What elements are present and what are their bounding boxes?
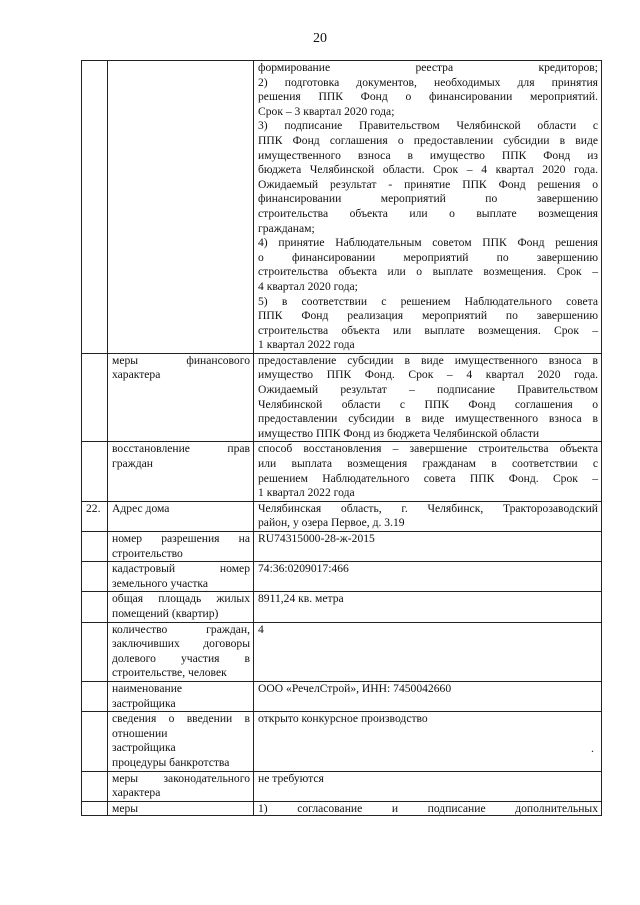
bankruptcy-label xyxy=(108,712,254,771)
measures-label xyxy=(108,801,254,815)
number-cell-empty xyxy=(82,532,108,562)
rights-restoration-label xyxy=(108,442,254,501)
number-cell-empty xyxy=(82,562,108,592)
label-line: характера xyxy=(112,368,161,382)
text-line: Челябинской области с ППК Фонд соглашения о xyxy=(258,397,598,411)
developer-value: ООО «РечелСтрой», ИНН: 7450042660 xyxy=(254,681,602,711)
label-line: заключивших договоры xyxy=(112,637,250,651)
label-line: общая площадь жилых xyxy=(112,592,250,606)
scan-dot: . xyxy=(591,741,594,756)
label-line: сведения о введении в xyxy=(112,712,250,726)
financial-measures-value xyxy=(254,353,602,442)
text-line: имущественного взноса в имущество ППК Фонд из xyxy=(258,148,598,162)
number-cell-empty xyxy=(82,622,108,681)
text-line: район, у озера Первое, д. 3.19 xyxy=(258,516,405,530)
item-number: 22. xyxy=(82,501,108,531)
permit-label xyxy=(108,532,254,562)
objects-table xyxy=(81,60,602,816)
number-cell-empty xyxy=(82,801,108,815)
living-area-row xyxy=(82,592,602,622)
spacer xyxy=(258,727,598,756)
cadastral-value: 74:36:0209017:466 xyxy=(254,562,602,592)
label-line: кадастровый номер xyxy=(112,562,250,576)
number-cell-empty xyxy=(82,442,108,501)
label-line: номер разрешения на xyxy=(112,532,250,545)
text-line: 2) подготовка документов, необходимых для принятия xyxy=(258,75,598,89)
text-line: имущество ППК Фонд. Срок – 4 квартал 2020 года. xyxy=(258,368,598,382)
developer-row xyxy=(82,681,602,711)
text-line: 1 квартал 2022 года xyxy=(258,486,355,500)
label-line: меры финансового xyxy=(112,353,250,367)
label-line: количество граждан, xyxy=(112,622,250,636)
text-line: Ожидаемый результат – подписание Правительством xyxy=(258,383,598,397)
number-cell-empty xyxy=(82,353,108,442)
text-line: имущество ППК Фонд из бюджета Челябинской области xyxy=(258,426,540,440)
label-line: меры законодательного xyxy=(112,771,250,785)
financial-measures-label xyxy=(108,353,254,442)
bankruptcy-value xyxy=(254,712,602,771)
text-line: строительства объекта или о выплате возмещения. Срок – xyxy=(258,265,598,279)
text-line: 1) согласование и подписание дополнительных xyxy=(258,801,598,815)
label-line: застройщика xyxy=(112,741,176,755)
text-line: решением Наблюдательного совета ППК Фонд. Срок – xyxy=(258,471,598,485)
label-line: строительство xyxy=(112,546,183,560)
label-line: строительстве, человек xyxy=(112,666,227,680)
text-line: финансировании мероприятий по завершению xyxy=(258,192,598,206)
financial-measures-row xyxy=(82,353,602,442)
label-line: земельного участка xyxy=(112,576,209,590)
text-line: формирование реестра кредиторов; xyxy=(258,61,598,74)
legislative-row xyxy=(82,771,602,801)
rights-restoration-row xyxy=(82,442,602,501)
text-line: 3) подписание Правительством Челябинской области с xyxy=(258,119,598,133)
living-area-value: 8911,24 кв. метра xyxy=(254,592,602,622)
label-cell-empty xyxy=(108,61,254,354)
permit-value: RU74315000-28-ж-2015 xyxy=(254,532,602,562)
number-cell-empty xyxy=(82,771,108,801)
citizens-count-label xyxy=(108,622,254,681)
continued-row xyxy=(82,61,602,354)
text-line: ППК Фонд реализация мероприятий по завершению xyxy=(258,309,598,323)
measures-value xyxy=(254,801,602,815)
cadastral-row xyxy=(82,562,602,592)
text-line: о финансировании мероприятий по завершению xyxy=(258,250,598,264)
citizens-count-value: 4 xyxy=(254,622,602,681)
label-line: характера xyxy=(112,786,161,800)
bankruptcy-row xyxy=(82,712,602,771)
label-line: долевого участия в xyxy=(112,651,250,665)
label-line: процедуры банкротства xyxy=(112,755,230,769)
item-22-address-row xyxy=(82,501,602,531)
text-line: 5) в соответствии с решением Наблюдательного совета xyxy=(258,294,598,308)
text-line: способ восстановления – завершение строительства объекта xyxy=(258,442,598,456)
text-line: 4 квартал 2020 года; xyxy=(258,279,358,293)
developer-label xyxy=(108,681,254,711)
citizens-count-row xyxy=(82,622,602,681)
permit-row xyxy=(82,532,602,562)
text-line: Срок – 3 квартал 2020 года; xyxy=(258,104,395,118)
label-line: меры xyxy=(112,801,139,815)
text-line: предоставлении субсидии в виде имущественного взноса в xyxy=(258,412,598,426)
legislative-value: не требуются xyxy=(254,771,602,801)
label-line: наименование xyxy=(112,681,183,695)
text-line: или выплата возмещения гражданам в соответствии с xyxy=(258,457,598,471)
text-line: 4) принятие Наблюдательным советом ППК Фонд решения xyxy=(258,236,598,250)
label-line: отношении xyxy=(112,726,168,740)
text-line: Ожидаемый результат - принятие ППК Фонд решения о xyxy=(258,177,598,191)
page-number: 20 xyxy=(313,31,327,46)
text-line: предоставление субсидии в виде имущественного взноса в xyxy=(258,353,598,367)
continued-measures-text xyxy=(254,61,602,354)
text-line: решения ППК Фонд о финансировании мероприятий. xyxy=(258,90,598,104)
text-line: Челябинская область, г. Челябинск, Тракторозаводский xyxy=(258,501,598,515)
text-line: гражданам; xyxy=(258,221,315,235)
label-line: застройщика xyxy=(112,696,176,710)
label-line: граждан xyxy=(112,457,153,471)
living-area-label xyxy=(108,592,254,622)
text-line: строительства объекта или о выплате возмещения xyxy=(258,206,598,220)
label-line: восстановление прав xyxy=(112,442,250,456)
text-line: открыто конкурсное производство xyxy=(258,712,428,726)
address-label: Адрес дома xyxy=(108,501,254,531)
text-line: 1 квартал 2022 года xyxy=(258,338,355,352)
cadastral-label xyxy=(108,562,254,592)
label-line: помещений (квартир) xyxy=(112,606,219,620)
legislative-label xyxy=(108,771,254,801)
rights-restoration-value xyxy=(254,442,602,501)
number-cell-empty xyxy=(82,61,108,354)
address-value xyxy=(254,501,602,531)
text-line: бюджета Челябинской области. Срок – 4 квартал 2020 года. xyxy=(258,163,598,177)
text-line: ППК Фонд соглашения о предоставлении субсидии в виде xyxy=(258,133,598,147)
measures-row xyxy=(82,801,602,815)
number-cell-empty xyxy=(82,712,108,771)
number-cell-empty xyxy=(82,681,108,711)
text-line: строительства объекта или выплате возмещения. Срок – xyxy=(258,323,598,337)
number-cell-empty xyxy=(82,592,108,622)
